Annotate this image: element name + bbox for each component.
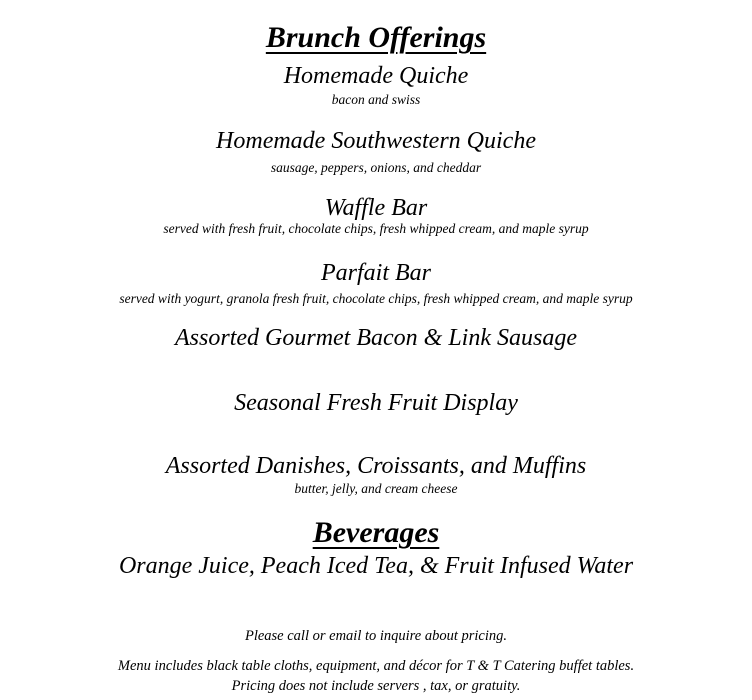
menu-item-desc: butter, jelly, and cream cheese [294,481,458,496]
menu-item-desc: sausage, peppers, onions, and cheddar [270,160,482,175]
menu-item-name: Seasonal Fresh Fruit Display [234,390,518,416]
menu-item-name: Assorted Gourmet Bacon & Link Sausage [175,325,577,351]
menu-item-name: Homemade Quiche [283,63,469,89]
menu-item-name: Assorted Danishes, Croissants, and Muffins [165,453,587,479]
menu-title-text: Brunch Offerings [265,21,487,54]
footer-note-pricing-inquiry: Please call or email to inquire about pricing. [244,628,508,644]
footer-note-includes: Menu includes black table cloths, equipment, and décor for T & T Catering buffet tables. [117,658,635,674]
footer-note-excludes: Pricing does not include servers , tax, or gratuity. [231,678,521,694]
menu-item-name: Waffle Bar [324,195,428,221]
beverages-item: Orange Juice, Peach Iced Tea, & Fruit Infused Water [118,553,634,579]
menu-item-desc: bacon and swiss [331,92,421,107]
menu-item-name: Homemade Southwestern Quiche [216,128,536,154]
beverages-heading [0,515,752,551]
menu-item-desc: served with fresh fruit, chocolate chips, fresh whipped cream, and maple syrup [163,221,589,236]
beverages-heading-text: Beverages [312,516,440,549]
menu-item-desc: served with yogurt, granola fresh fruit, chocolate chips, fresh whipped cream, and maple syrup [119,291,633,306]
menu-item-name: Parfait Bar [320,260,431,286]
menu-title [0,20,752,56]
